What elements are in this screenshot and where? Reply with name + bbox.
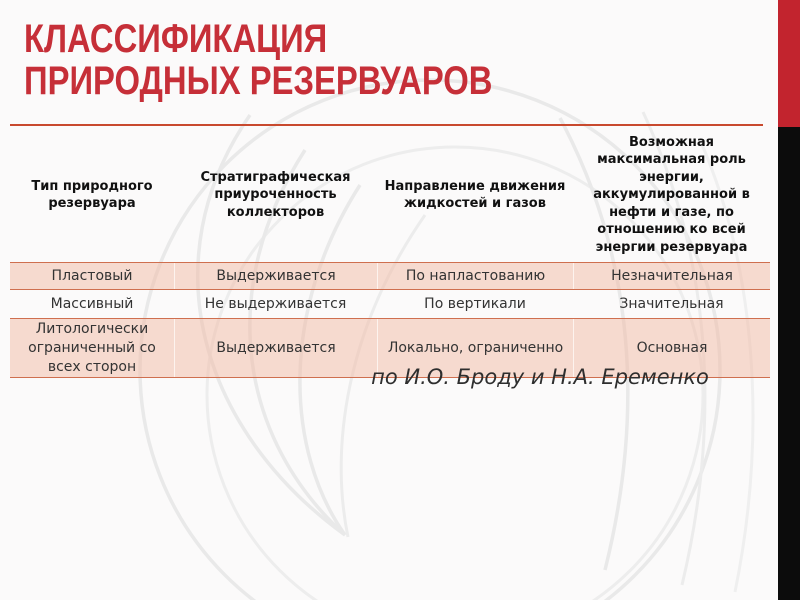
table-cell: По вертикали [424, 295, 526, 312]
column-header-reservoir-type: Тип природного резервуара [31, 178, 153, 211]
column-header-stratigraphic: Стратиграфическая приуроченность коллекторов [200, 169, 351, 220]
table-cell: Литологически ограниченный со всех сторон [28, 320, 156, 375]
table-row [10, 262, 770, 290]
column-header-fluid-direction: Направление движения жидкостей и газов [384, 178, 566, 211]
table-cell: Не выдерживается [204, 295, 347, 312]
table-cell: Пластовый [51, 267, 133, 284]
title-underline [10, 124, 763, 126]
column-header-energy-role: Возможная максимальная роль энергии, аккумулированной в нефти и газе, по отношению ко всей энергии резервуара [593, 134, 750, 255]
accent-stripe-red [778, 0, 800, 127]
table-row [10, 290, 770, 318]
table-cell: Значительная [619, 295, 724, 312]
accent-stripe-black [778, 127, 800, 600]
table-cell: Незначительная [573, 263, 770, 289]
table-cell: Основная [573, 319, 770, 377]
attribution-text: по И.О. Броду и Н.А. Еременко [371, 365, 709, 389]
table-cell: Выдерживается [174, 263, 377, 289]
table-cell: Локально, ограниченно [377, 319, 573, 377]
table-cell: По напластованию [377, 263, 573, 289]
slide-title: КЛАССИФИКАЦИЯ ПРИРОДНЫХ РЕЗЕРВУАРОВ [24, 17, 493, 103]
table-cell: Выдерживается [174, 319, 377, 377]
table-cell: Массивный [50, 295, 134, 312]
table-header-row [10, 128, 770, 262]
